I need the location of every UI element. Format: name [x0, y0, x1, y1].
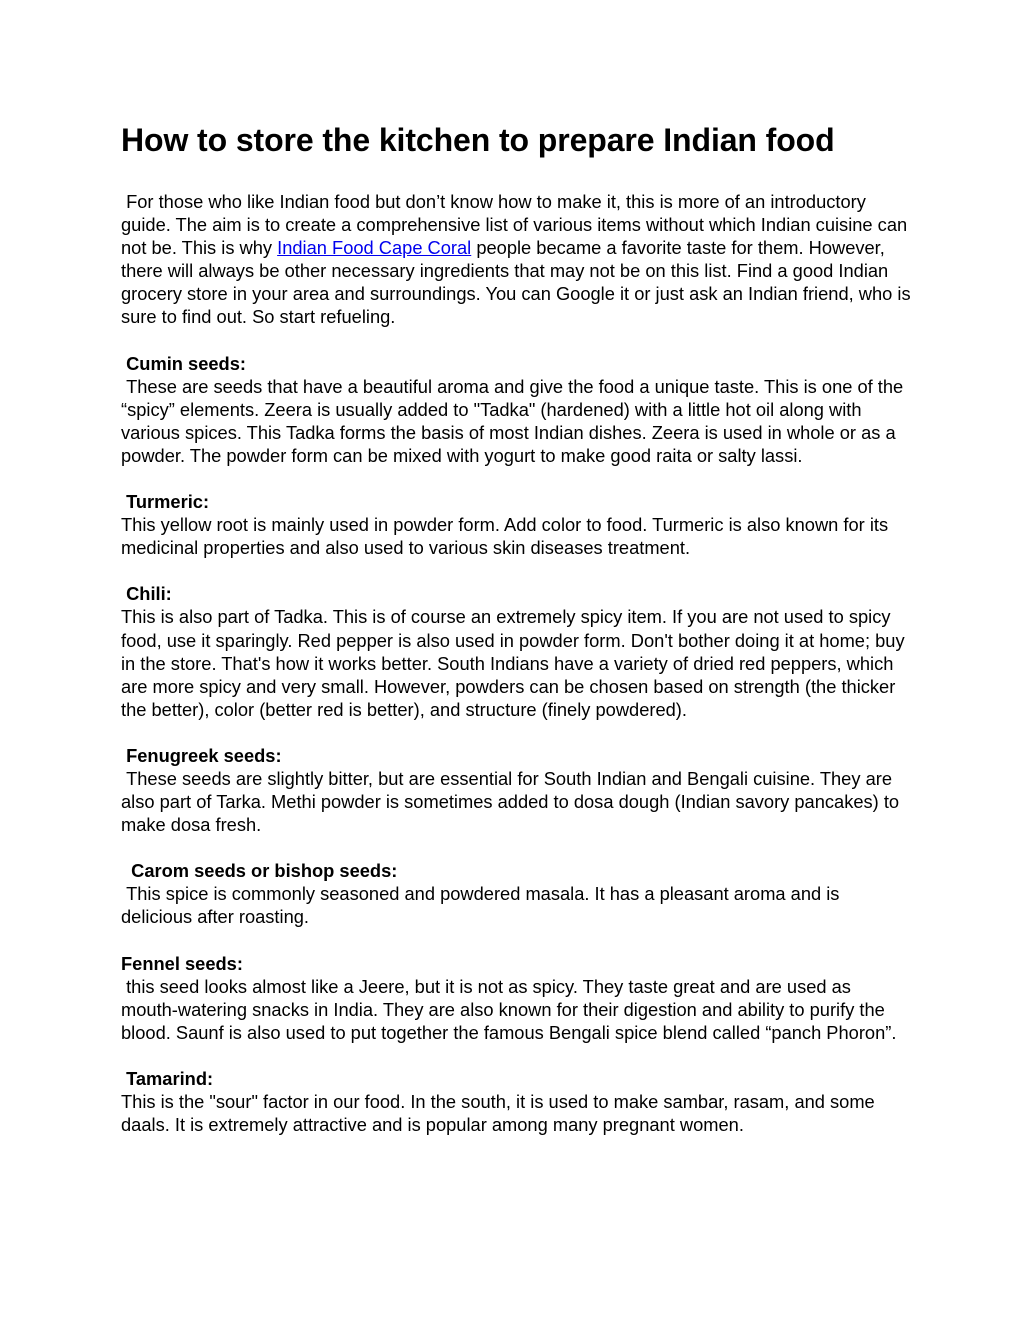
section-body: this seed looks almost like a Jeere, but it is not as spicy. They taste great and are used as mouth-watering snacks in India. They are also known for their digestion and ability to purify the blood. Saunf is also used to put together the famous Bengali spice blend called “panch Phoron”. [121, 975, 897, 1043]
section-heading: Fennel seeds: [121, 952, 243, 974]
indian-food-cape-coral-link[interactable]: Indian Food Cape Coral [277, 237, 472, 259]
intro-paragraph [121, 190, 916, 329]
document-page [121, 120, 916, 1136]
section-heading: Cumin seeds: [121, 352, 246, 374]
page-title: How to store the kitchen to prepare Indian food [121, 122, 835, 158]
section-turmeric [121, 490, 911, 559]
section-body: This is also part of Tadka. This is of course an extremely spicy item. If you are not used to spicy food, use it sparingly. Red pepper is also used in powder form. Don't bother doing it at home; buy in the store. That's how it works better. South Indians have a variety of dried red peppers, which are more spicy and very small. However, powders can be chosen based on strength (the thicker the better), color (better red is better), and structure (finely powdered). [121, 606, 910, 720]
section-body: These seeds are slightly bitter, but are essential for South Indian and Bengali cuisine. They are also part of Tarka. Methi powder is sometimes added to dosa dough (Indian savory pancakes) to make dosa fresh. [121, 767, 905, 836]
intro-text-before-link: For those who like Indian food but don’t know how to make it, this is more of an introductory guide. The aim is to create a comprehensive list of various items without which Indian cuisine can not be. This is why [121, 191, 913, 259]
section-body: These are seeds that have a beautiful aroma and give the food a unique taste. This is one of the “spicy” elements. Zeera is usually added to "Tadka" (hardened) with a little hot oil along with various spices. This Tadka forms the basis of most Indian dishes. Zeera is used in whole or as a powder. The powder form can be mixed with yogurt to make good raita or salty lassi. [121, 375, 909, 466]
section-body: This yellow root is mainly used in powder form. Add color to food. Turmeric is also known for its medicinal properties and also used to various skin diseases treatment. [121, 514, 894, 559]
section-fenugreek-seeds [121, 744, 911, 836]
section-carom-seeds [121, 859, 911, 928]
section-body: This spice is commonly seasoned and powdered masala. It has a pleasant aroma and is delicious after roasting. [121, 883, 845, 928]
section-chili [121, 582, 911, 721]
section-heading: Turmeric: [121, 491, 210, 513]
section-fennel-seeds [121, 952, 911, 1044]
section-body: This is the "sour" factor in our food. In the south, it is used to make sambar, rasam, and some daals. It is extremely attractive and is popular among many pregnant women. [121, 1091, 880, 1136]
section-cumin-seeds [121, 352, 911, 467]
intro-text-after-link: people became a favorite taste for them. However, there will always be other necessary ingredients that may not be on this list. Find a good Indian grocery store in your area and surroundings. You can Google it or just ask an Indian friend, who is sure to find out. So start refueling. [121, 237, 916, 328]
section-heading: Chili: [121, 583, 172, 605]
section-heading: Carom seeds or bishop seeds: [121, 860, 398, 882]
section-heading: Fenugreek seeds: [121, 744, 282, 766]
section-heading: Tamarind: [121, 1067, 214, 1089]
section-tamarind [121, 1067, 911, 1136]
